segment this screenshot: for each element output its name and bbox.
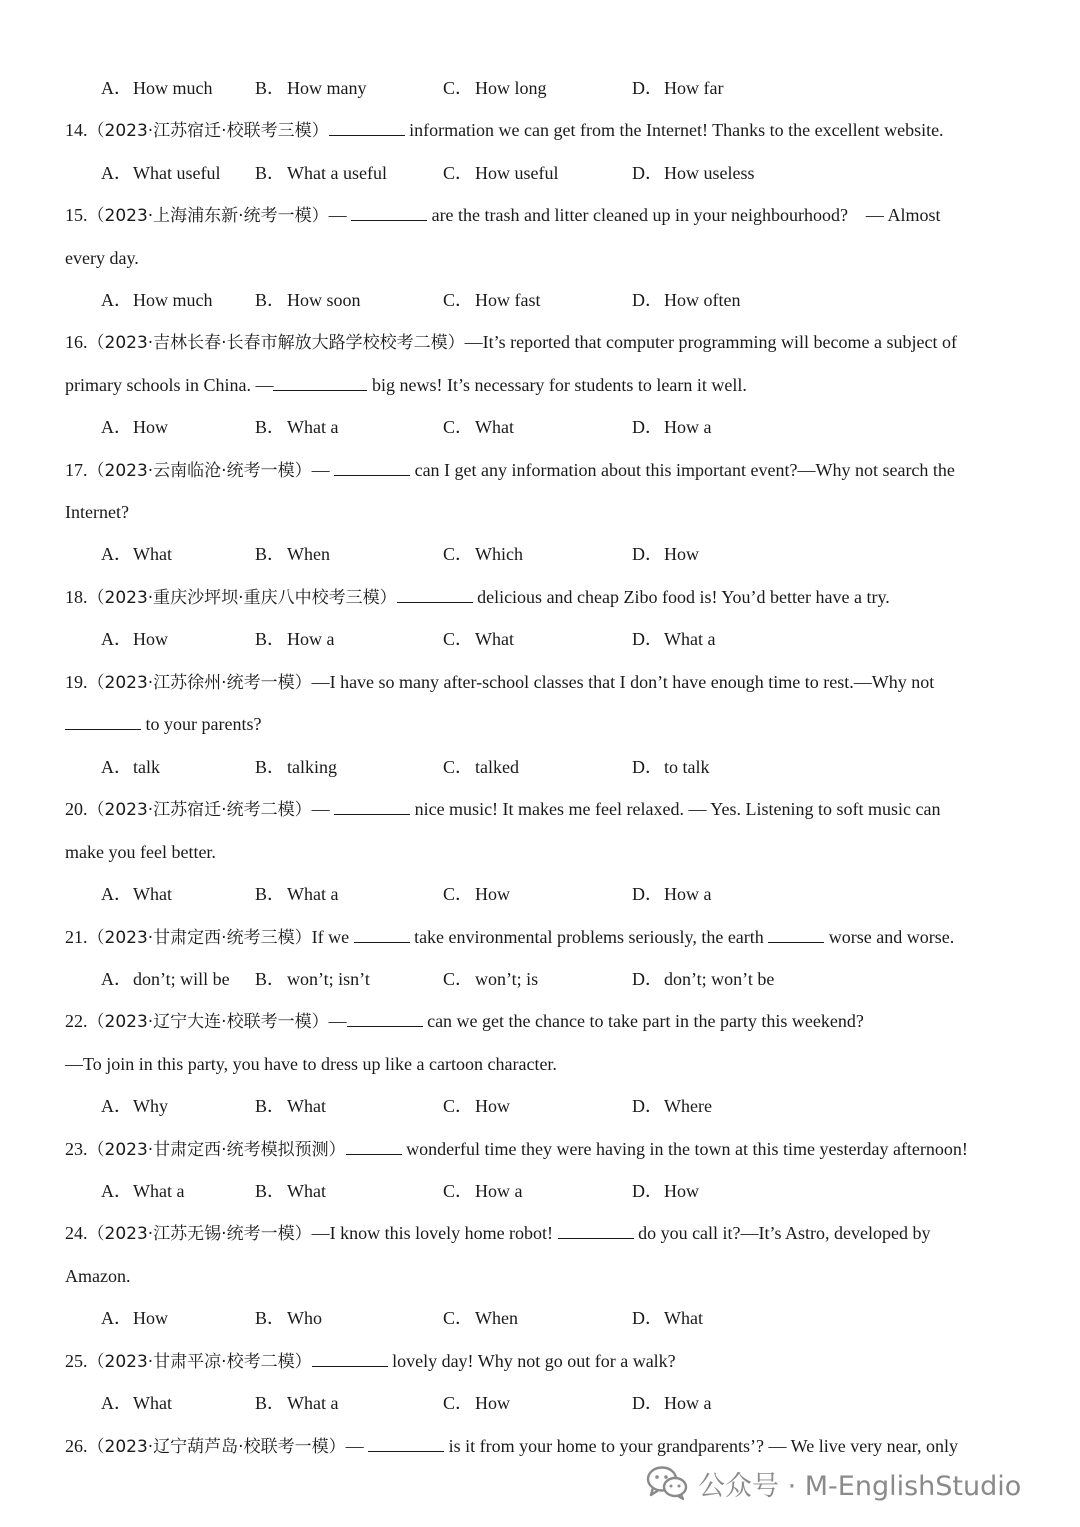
question-24: 24.（2023·江苏无锡·统考一模）—I know this lovely home robot! do you call it?—It’s Astro, developed by: [65, 1223, 931, 1244]
option-c[interactable]: C． What: [443, 417, 514, 437]
options-q24: [0, 1306, 1000, 1330]
options-q23: [0, 1179, 1000, 1203]
option-c[interactable]: C． When: [443, 1308, 518, 1328]
answer-blank[interactable]: [347, 1009, 423, 1027]
options-q15: [0, 288, 1000, 312]
options-q25: [0, 1391, 1000, 1415]
options-q19: [0, 755, 1000, 779]
question-15: 15.（2023·上海浦东新·统考一模）— are the trash and litter cleaned up in your neighbourhood? — Almost: [65, 205, 941, 226]
option-c[interactable]: C． How: [443, 1096, 510, 1116]
option-d[interactable]: D．How a: [632, 1393, 712, 1413]
options-q17: [0, 542, 1000, 566]
question-19-continued: to your parents?: [65, 712, 261, 736]
option-c[interactable]: C． What: [443, 629, 514, 649]
options-q16: [0, 415, 1000, 439]
question-18: 18.（2023·重庆沙坪坝·重庆八中校考三模） delicious and cheap Zibo food is! You’d better have a try.: [65, 587, 890, 608]
option-b[interactable]: B． What a useful: [255, 163, 387, 183]
option-b[interactable]: B． What: [255, 1181, 326, 1201]
option-b[interactable]: B． What a: [255, 884, 339, 904]
options-q20: [0, 882, 1000, 906]
question-17-continued: Internet?: [65, 502, 129, 522]
option-c[interactable]: C． talked: [443, 757, 519, 777]
options-q13: [0, 76, 1000, 100]
option-a[interactable]: A．What a: [101, 1181, 185, 1201]
option-a[interactable]: A．How: [101, 1308, 168, 1328]
option-c[interactable]: C． How a: [443, 1181, 523, 1201]
option-b[interactable]: B． Who: [255, 1308, 322, 1328]
question-17: 17.（2023·云南临沧·统考一模）— can I get any information about this important event?—Why not search the: [65, 460, 955, 481]
option-a[interactable]: A．talk: [101, 757, 160, 777]
question-16-continued: primary schools in China. — big news! It’s necessary for students to learn it well.: [65, 375, 747, 395]
question-26: 26.（2023·辽宁葫芦岛·校联考一模）— is it from your home to your grandparents’? — We live very near, only: [65, 1436, 958, 1457]
option-d[interactable]: D．Where: [632, 1096, 712, 1116]
answer-blank[interactable]: [346, 1137, 402, 1155]
question-22-continued: —To join in this party, you have to dress up like a cartoon character.: [65, 1054, 557, 1074]
option-d[interactable]: D．What a: [632, 629, 716, 649]
question-14: 14.（2023·江苏宿迁·校联考三模） information we can get from the Internet! Thanks to the excellent website.: [65, 120, 944, 141]
question-22: 22.（2023·辽宁大连·校联考一模）— can we get the chance to take part in the party this weekend?: [65, 1011, 864, 1032]
answer-blank[interactable]: [397, 585, 473, 603]
answer-blank[interactable]: [334, 458, 410, 476]
option-b[interactable]: B． talking: [255, 757, 337, 777]
option-c[interactable]: C． Which: [443, 544, 523, 564]
option-a[interactable]: A．How much: [101, 78, 213, 98]
question-19: 19.（2023·江苏徐州·统考一模）—I have so many after-school classes that I don’t have enough time to rest.—Why not: [65, 672, 935, 693]
options-q14: [0, 161, 1000, 185]
answer-blank[interactable]: [354, 925, 410, 943]
option-b[interactable]: B． How many: [255, 78, 367, 98]
answer-blank[interactable]: [334, 797, 410, 815]
answer-blank[interactable]: [273, 373, 367, 391]
option-a[interactable]: A．How: [101, 417, 168, 437]
option-b[interactable]: B． What a: [255, 1393, 339, 1413]
option-d[interactable]: D．to talk: [632, 757, 710, 777]
option-c[interactable]: C． How long: [443, 78, 547, 98]
option-a[interactable]: A．What: [101, 544, 172, 564]
answer-blank[interactable]: [768, 925, 824, 943]
option-b[interactable]: B． What a: [255, 417, 339, 437]
option-c[interactable]: C． How useful: [443, 163, 559, 183]
question-20: 20.（2023·江苏宿迁·统考二模）— nice music! It makes me feel relaxed. — Yes. Listening to soft music can: [65, 799, 941, 820]
option-d[interactable]: D．How: [632, 1181, 699, 1201]
answer-blank[interactable]: [558, 1221, 634, 1239]
answer-blank[interactable]: [368, 1434, 444, 1452]
options-q18: [0, 627, 1000, 651]
option-b[interactable]: B． won’t; isn’t: [255, 969, 370, 989]
question-25: 25.（2023·甘肃平凉·校考二模） lovely day! Why not go out for a walk?: [65, 1351, 676, 1372]
option-d[interactable]: D．How far: [632, 78, 724, 98]
option-b[interactable]: B． How a: [255, 629, 335, 649]
option-d[interactable]: D．How a: [632, 884, 712, 904]
answer-blank[interactable]: [329, 118, 405, 136]
option-d[interactable]: D．How useless: [632, 163, 755, 183]
option-d[interactable]: D．How a: [632, 417, 712, 437]
option-c[interactable]: C． won’t; is: [443, 969, 539, 989]
option-d[interactable]: D．What: [632, 1308, 703, 1328]
option-c[interactable]: C． How: [443, 1393, 510, 1413]
question-20-continued: make you feel better.: [65, 842, 216, 862]
option-b[interactable]: B． How soon: [255, 290, 361, 310]
option-a[interactable]: A．don’t; will be: [101, 969, 230, 989]
wechat-icon: [646, 1465, 688, 1501]
option-c[interactable]: C． How fast: [443, 290, 541, 310]
option-a[interactable]: A．Why: [101, 1096, 168, 1116]
option-a[interactable]: A．What useful: [101, 163, 221, 183]
option-a[interactable]: A．How: [101, 629, 168, 649]
options-q22: [0, 1094, 1000, 1118]
option-d[interactable]: D．How often: [632, 290, 741, 310]
question-16: 16.（2023·吉林长春·长春市解放大路学校校考二模）—It’s reported that computer programming will become a subject of: [65, 332, 957, 353]
option-c[interactable]: C． How: [443, 884, 510, 904]
question-21: 21.（2023·甘肃定西·统考三模）If we take environmental problems seriously, the earth worse and worse.: [65, 927, 955, 948]
option-a[interactable]: A．What: [101, 1393, 172, 1413]
question-23: 23.（2023·甘肃定西·统考模拟预测） wonderful time they were having in the town at this time yesterday afternoon!: [65, 1139, 968, 1160]
option-a[interactable]: A．What: [101, 884, 172, 904]
answer-blank[interactable]: [65, 712, 141, 730]
question-15-continued: every day.: [65, 248, 139, 268]
question-24-continued: Amazon.: [65, 1266, 131, 1286]
option-a[interactable]: A．How much: [101, 290, 213, 310]
watermark: [646, 1463, 1021, 1503]
option-d[interactable]: D．How: [632, 544, 699, 564]
option-d[interactable]: D．don’t; won’t be: [632, 969, 775, 989]
option-b[interactable]: B． When: [255, 544, 330, 564]
answer-blank[interactable]: [351, 203, 427, 221]
answer-blank[interactable]: [312, 1349, 388, 1367]
options-q21: [0, 967, 1000, 991]
option-b[interactable]: B． What: [255, 1096, 326, 1116]
watermark-label: 公众号 · M-EnglishStudio: [698, 1470, 1022, 1502]
